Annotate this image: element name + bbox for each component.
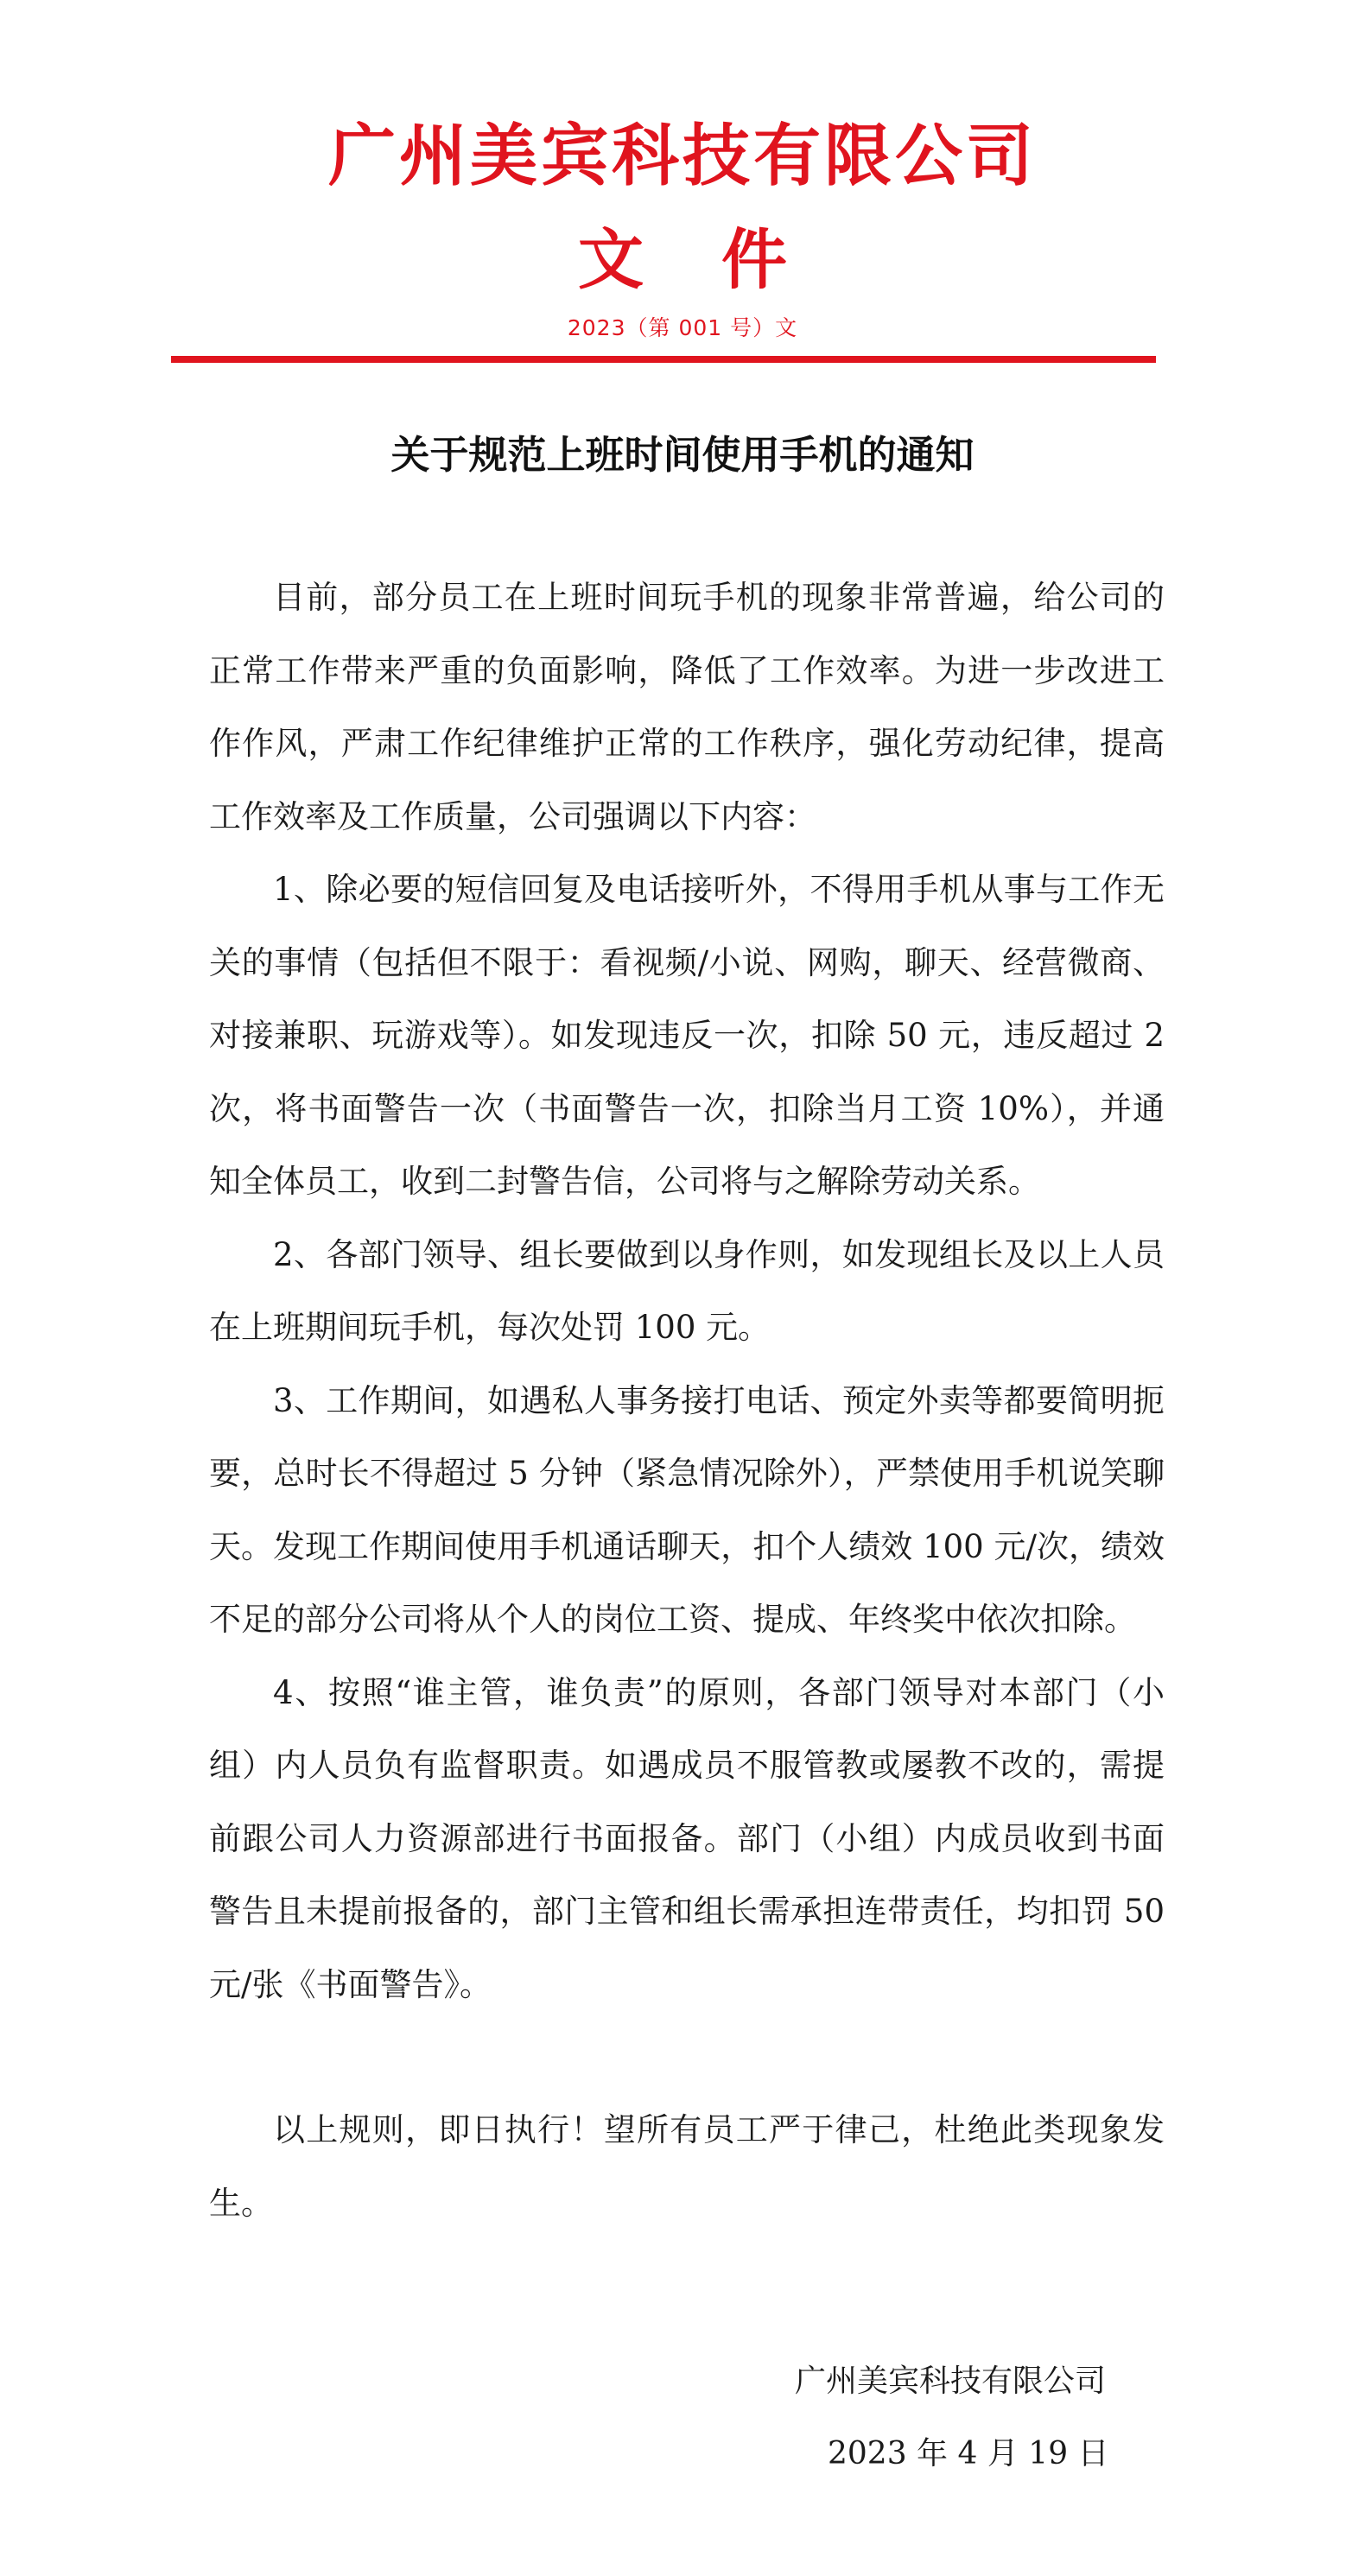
intro-paragraph: 目前，部分员工在上班时间玩手机的现象非常普遍，给公司的正常工作带来严重的负面影响，降低了工作效率。为进一步改进工作作风，严肃工作纪律维护正常的工作秩序，强化劳动纪律，提高工作效率及工作质量，公司强调以下内容： — [209, 579, 1165, 835]
notice-body — [209, 562, 1165, 2240]
rule-paragraph-4: 4、按照“谁主管，谁负责”的原则，各部门领导对本部门（小组）内人员负有监督职责。如遇成员不服管教或屡教不改的，需提前跟公司人力资源部进行书面报备。部门（小组）内成员收到书面警告且未提前报备的，部门主管和组长需承担连带责任，均扣罚 50 元/张《书面警告》。 — [209, 1673, 1165, 2003]
rule-paragraph-3: 3、工作期间，如遇私人事务接打电话、预定外卖等都要简明扼要，总时长不得超过 5 分钟（紧急情况除外），严禁使用手机说笑聊天。发现工作期间使用手机通话聊天，扣个人绩效 100 元/次，绩效不足的部分公司将从个人的岗位工资、提成、年终奖中依次扣除。 — [209, 1381, 1165, 1638]
signature-company: 广州美宾科技有限公司 — [795, 2363, 1107, 2399]
red-divider-line — [171, 356, 1156, 363]
company-header: 广州美宾科技有限公司 — [327, 117, 1037, 195]
signature-date: 2023 年 4 月 19 日 — [828, 2436, 1109, 2471]
rule-paragraph-1: 1、除必要的短信回复及电话接听外，不得用手机从事与工作无关的事情（包括但不限于：看视频/小说、网购，聊天、经营微商、对接兼职、玩游戏等）。如发现违反一次，扣除 50 元，违反超过 2 次，将书面警告一次（书面警告一次，扣除当月工资 10%），并通知全体员工，收到二封警告信，公司将与之解除劳动关系。 — [209, 871, 1165, 1200]
file-label: 文件 — [578, 221, 865, 298]
closing-paragraph: 以上规则，即日执行！望所有员工严于律己，杜绝此类现象发生。 — [209, 2111, 1165, 2222]
notice-title: 关于规范上班时间使用手机的通知 — [390, 432, 975, 478]
rule-paragraph-2: 2、各部门领导、组长要做到以身作则，如发现组长及以上人员在上班期间玩手机，每次处罚 100 元。 — [209, 1235, 1165, 1346]
document-number: 2023（第 001 号）文 — [567, 315, 798, 340]
